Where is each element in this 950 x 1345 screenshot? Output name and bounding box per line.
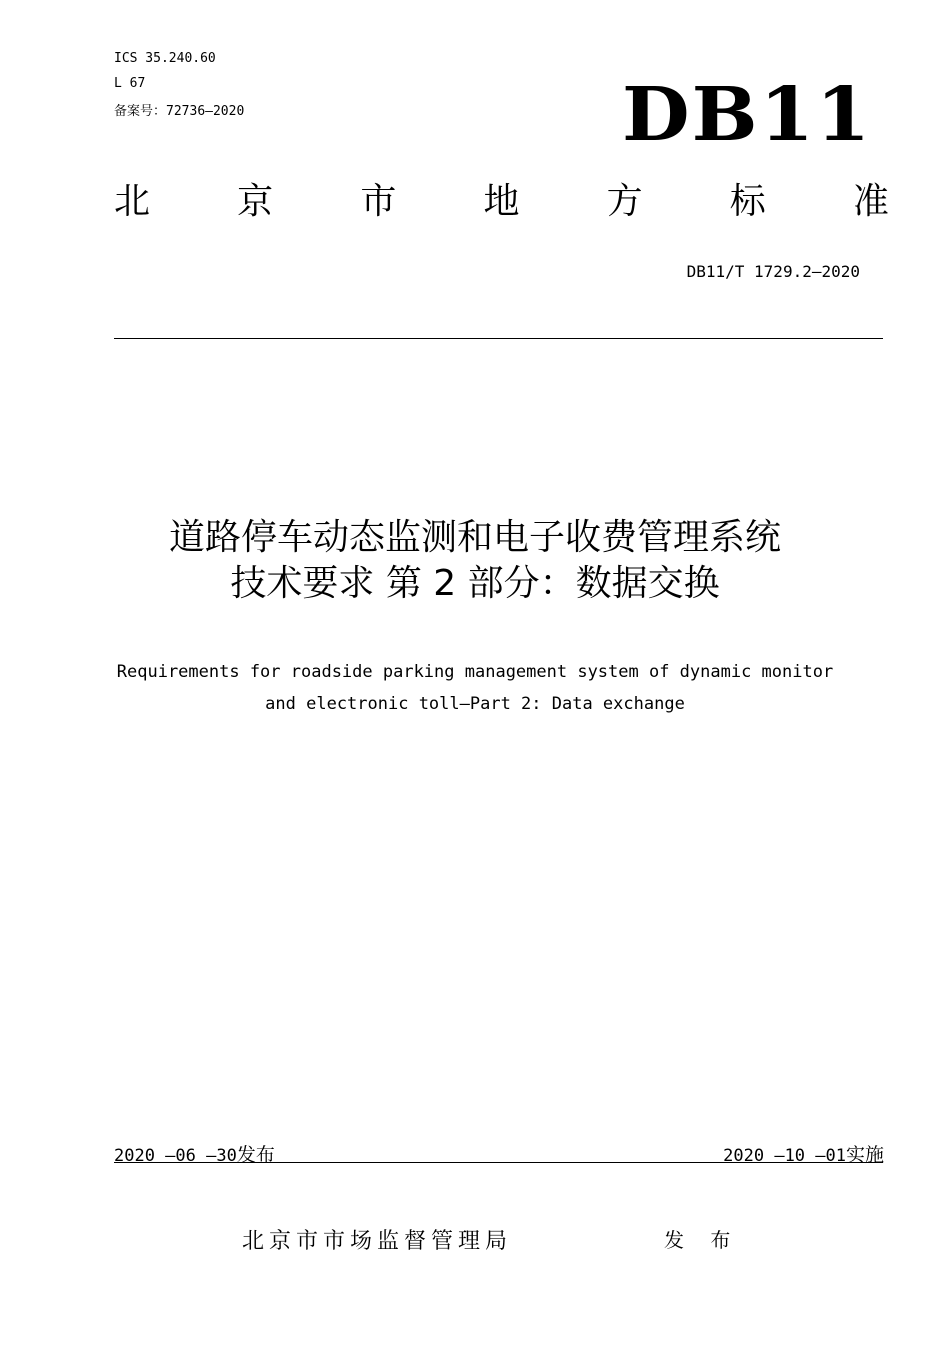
standard-type-char: 方: [606, 181, 643, 222]
standard-number: DB11/T 1729.2—2020: [686, 262, 860, 281]
filing-value: 72736—2020: [166, 104, 245, 119]
chinese-title: [0, 515, 950, 607]
publish-word: 发 布: [664, 1228, 741, 1252]
bottom-divider: [114, 1162, 883, 1163]
standard-type-char: 标: [729, 181, 766, 222]
issue-date-value: 2020 —06 —30: [114, 1146, 237, 1166]
english-title-line-2: and electronic toll—Part 2: Data exchange: [265, 694, 685, 714]
standard-type-char: 地: [483, 181, 520, 222]
top-divider: [114, 338, 883, 339]
standard-type-char: 市: [360, 181, 397, 222]
publisher-name: 北京市市场监督管理局: [242, 1229, 513, 1254]
english-title: [0, 656, 950, 720]
standard-type-char: 京: [237, 181, 274, 222]
db11-logo: DB11: [622, 71, 873, 158]
implementation-label: 实施: [845, 1144, 884, 1166]
english-title-line-1: Requirements for roadside parking management system of dynamic monitor: [116, 662, 834, 682]
ics-code: ICS 35.240.60: [114, 51, 216, 66]
chinese-title-line-1: 道路停车动态监测和电子收费管理系统: [168, 517, 781, 558]
standard-type-heading: [114, 181, 889, 222]
ccs-code: L 67: [114, 76, 146, 91]
filing-label: 备案号：: [114, 104, 167, 119]
implementation-date-value: 2020 —10 —01: [723, 1146, 846, 1166]
issue-label: 发布: [236, 1144, 275, 1166]
filing-number: [114, 100, 244, 119]
chinese-title-line-2: 技术要求 第 2 部分：数据交换: [230, 563, 720, 604]
standard-type-char: 北: [114, 181, 151, 222]
standard-type-char: 准: [852, 181, 889, 222]
